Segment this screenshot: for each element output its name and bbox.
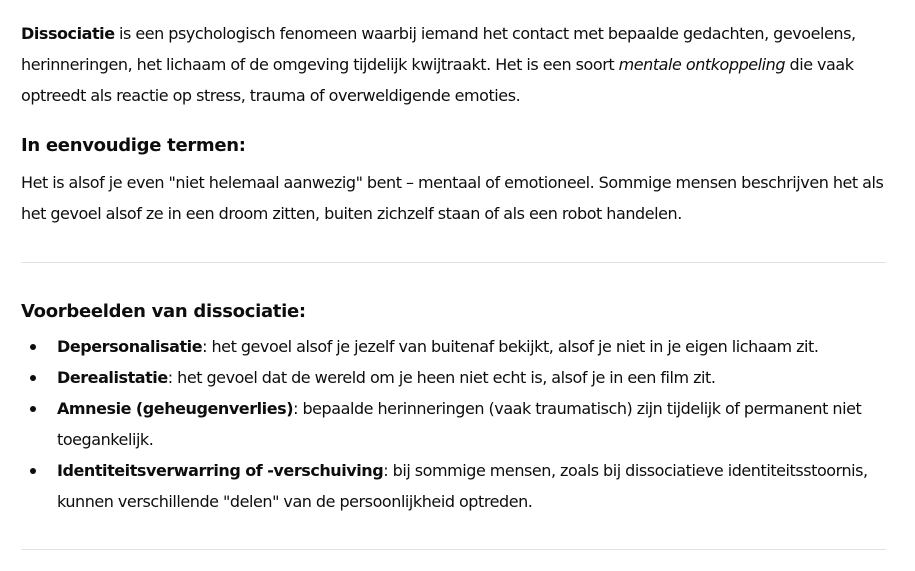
bullet-icon [30, 406, 36, 412]
bullet-icon [30, 375, 36, 381]
bullet-icon [30, 468, 36, 474]
section-divider [21, 549, 886, 550]
list-item-term: Depersonalisatie [57, 337, 203, 356]
intro-text-1: is een psychologisch fenomeen waarbij iemand het contact met bepaalde gedachten, gevoelens, herinneringen, het lichaam of de omgeving tijdelijk kwijtraakt. Het is een soort [21, 24, 856, 74]
simple-terms-paragraph: Het is alsof je even "niet helemaal aanwezig" bent – mentaal of emotioneel. Sommige mensen beschrijven het als het gevoel alsof ze in een droom zitten, buiten zichzelf staan of als een robot handelen. [21, 173, 884, 223]
list-item [21, 331, 893, 362]
intro-text-2: die vaak optreedt als reactie op stress, trauma of overweldigende emoties. [21, 55, 854, 105]
list-item-term: Identiteitsverwarring of -verschuiving [57, 461, 384, 480]
simple-terms-heading: In eenvoudige termen: [21, 135, 246, 156]
bullet-icon [30, 344, 36, 350]
list-item-text: : het gevoel alsof je jezelf van buitenaf bekijkt, alsof je niet in je eigen lichaam zit. [202, 337, 819, 356]
intro-emphasis: mentale ontkoppeling [618, 55, 786, 74]
examples-heading: Voorbeelden van dissociatie: [21, 301, 306, 322]
list-item-text: : bij sommige mensen, zoals bij dissociatieve identiteitsstoornis, kunnen verschillende "delen" van de persoonlijkheid optreden. [57, 461, 868, 511]
list-item-text: : bepaalde herinneringen (vaak traumatisch) zijn tijdelijk of permanent niet toegankelijk. [57, 399, 862, 449]
intro-term: Dissociatie [21, 24, 115, 43]
list-item-term: Derealistatie [57, 368, 168, 387]
list-item-term: Amnesie (geheugenverlies) [57, 399, 294, 418]
document-content [21, 18, 893, 550]
list-item-text: : het gevoel dat de wereld om je heen niet echt is, alsof je in een film zit. [167, 368, 716, 387]
examples-list [21, 331, 893, 517]
intro-paragraph [21, 18, 893, 111]
list-item [21, 362, 893, 393]
section-divider [21, 262, 886, 263]
list-item [21, 393, 893, 455]
list-item [21, 455, 893, 517]
